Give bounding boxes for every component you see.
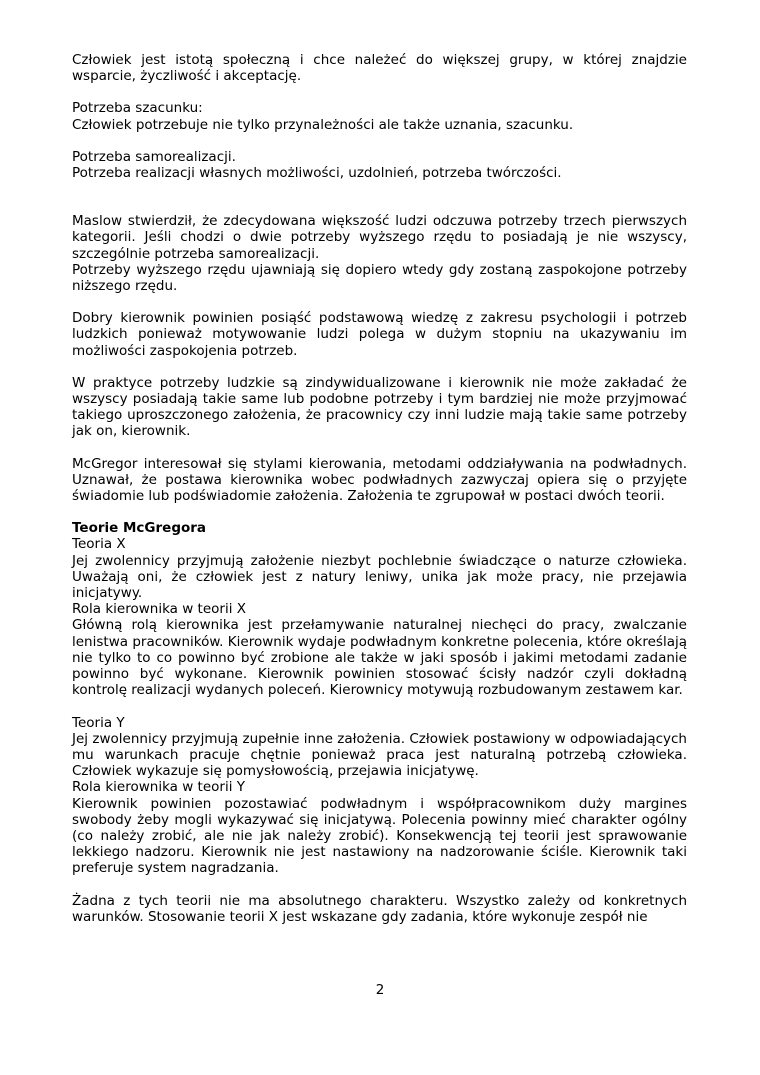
selfrealization-title: Potrzeba samorealizacji. <box>72 148 236 165</box>
paragraph-social: Człowiek jest istotą społeczną i chce należeć do większej grupy, w której znajdzie wsparcie, życzliwość i akceptację. <box>72 52 687 85</box>
theory-x-title: Teoria X <box>72 536 126 553</box>
section-heading: Teorie McGregora <box>72 520 207 537</box>
respect-title: Potrzeba szacunku: <box>72 100 203 117</box>
paragraph-practice: W praktyce potrzeby ludzkie są zindywidualizowane i kierownik nie może zakładać że wszyscy posiadają takie same lub podobne potrzeby i tym bardziej nie może przyjmować takiego uproszczonego założenia, że pracownicy czy inni ludzie mają takie same potrzeby jak on, kierownik. <box>72 374 687 440</box>
selfrealization-text: Potrzeba realizacji własnych możliwości, uzdolnień, potrzeba twórczości. <box>72 165 562 182</box>
theory-y-text: Jej zwolennicy przyjmują zupełnie inne założenia. Człowiek postawiony w odpowiadających mu warunkach pracuje chętnie ponieważ praca jest naturalną potrzebą człowieka. Człowiek wykazuje się pomysłowością, przejawia inicjatywę. <box>72 730 687 780</box>
paragraph-higher-needs: Potrzeby wyższego rzędu ujawniają się dopiero wtedy gdy zostaną zaspokojone potrzeby niższego rzędu. <box>72 261 687 295</box>
document-page <box>72 52 687 925</box>
respect-text: Człowiek potrzebuje nie tylko przynależności ale także uznania, szacunku. <box>72 116 574 133</box>
theory-x-role-text: Główną rolą kierownika jest przełamywanie naturalnej niechęci do pracy, zwalczanie lenistwa pracowników. Kierownik wydaje podwładnym konkretne polecenia, które określają nie tylko to co powinno być zrobione ale także w jaki sposób i jakimi metodami zadanie powinno być wykonane. Kierownik powinien stosować ścisły nadzór czyli dokładną kontrolę realizacji wydanych poleceń. Kierownicy motywują rozbudowanym zestawem kar. <box>72 617 687 699</box>
theory-y-role-title: Rola kierownika w teorii Y <box>72 779 246 796</box>
page-number: 2 <box>375 982 385 998</box>
theory-y-role-text: Kierownik powinien pozostawiać podwładnym i współpracownikom duży margines swobody żeby mogli wykazywać się inicjatywą. Polecenia powinny mieć charakter ogólny (co należy zrobić, ale nie jak należy zrobić). Konsekwencją tej teorii jest sprawowanie lekkiego nadzoru. Kierownik nie jest nastawiony na nadzorowanie ściśle. Kierownik taki preferuje system nagradzania. <box>72 795 687 877</box>
theory-x-role-title: Rola kierownika w teorii X <box>72 601 247 618</box>
theory-x-text: Jej zwolennicy przyjmują założenie niezbyt pochlebnie świadczące o naturze człowieka. Uważają oni, że człowiek jest z natury leniwy, unika jak może pracy, nie przejawia inicjatywy. <box>72 552 687 602</box>
paragraph-conclusion: Żadna z tych teorii nie ma absolutnego charakteru. Wszystko zależy od konkretnych warunków. Stosowanie teorii X jest wskazane gdy zadania, które wykonuje zespół nie <box>72 892 687 925</box>
theory-y-title: Teoria Y <box>72 714 125 731</box>
paragraph-maslow: Maslow stwierdził, że zdecydowana większość ludzi odczuwa potrzeby trzech pierwszych kategorii. Jeśli chodzi o dwie potrzeby wyższego rzędu to posiadają je nie wszyscy, szczególnie potrzeba samorealizacji. <box>72 213 687 262</box>
paragraph-good-manager: Dobry kierownik powinien posiąść podstawową wiedzę z zakresu psychologii i potrzeb ludzkich ponieważ motywowanie ludzi polega w dużym stopniu na ukazywaniu im możliwości zaspokojenia potrzeb. <box>72 310 687 359</box>
paragraph-mcgregor: McGregor interesował się stylami kierowania, metodami oddziaływania na podwładnych. Uznawał, że postawa kierownika wobec podwładnych zazwyczaj opiera się o przyjęte świadomie lub podświadomie założenia. Założenia te zgrupował w postaci dwóch teorii. <box>72 455 687 505</box>
